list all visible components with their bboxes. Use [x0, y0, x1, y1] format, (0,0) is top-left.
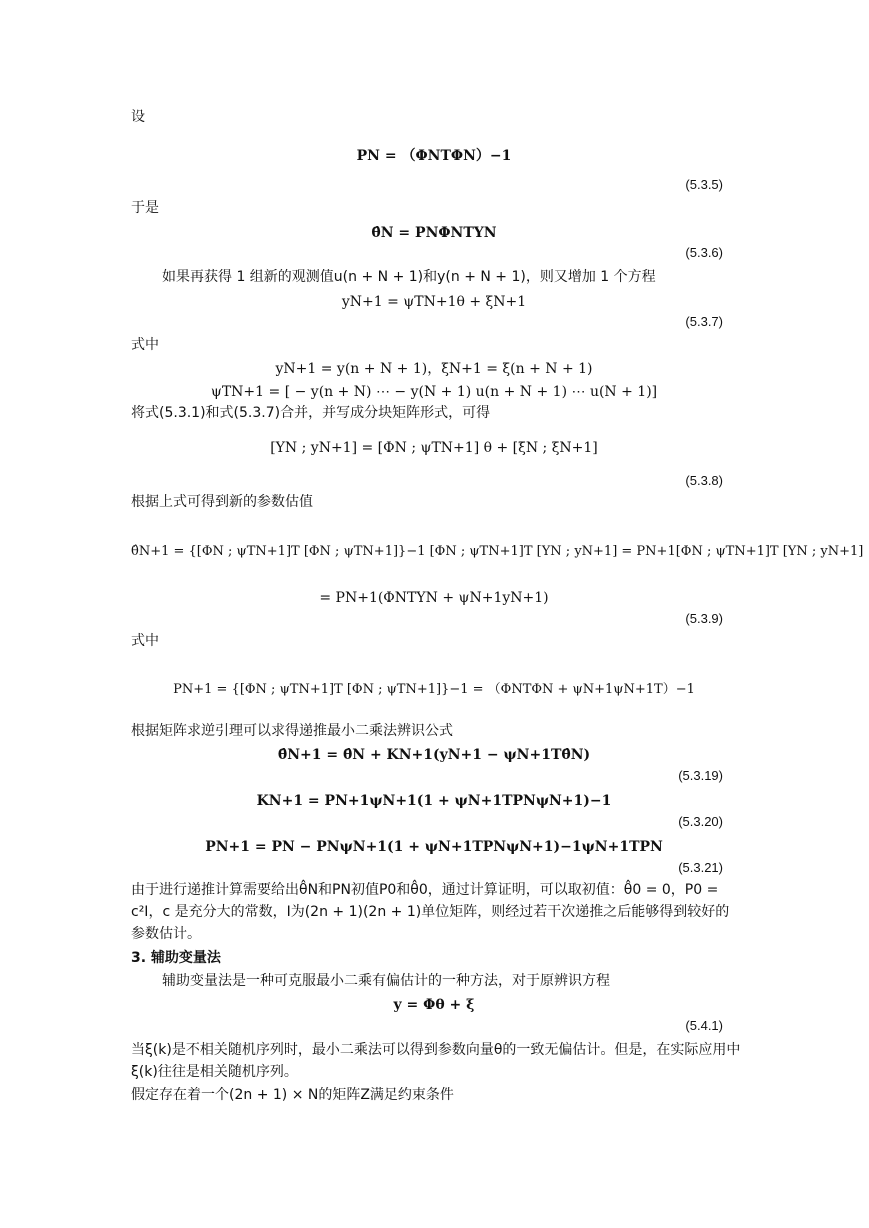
equation-number: (5.3.6)	[685, 245, 723, 260]
equation-5-3-9-continued: = PN+1(ΦNTYN + ψN+1yN+1)	[319, 590, 549, 606]
equation-number: (5.4.1)	[685, 1018, 723, 1033]
equation-number: (5.3.8)	[685, 473, 723, 488]
text-line: 根据上式可得到新的参数估值	[131, 494, 313, 510]
text-line: 式中	[131, 337, 159, 353]
text-line: 如果再获得 1 组新的观测值u(n + N + 1)和y(n + N + 1)，则又增加 1 个方程	[162, 269, 656, 285]
equation-number: (5.3.5)	[685, 177, 723, 192]
section-heading: 3. 辅助变量法	[131, 950, 221, 966]
paragraph: 由于进行递推计算需要给出θ̂N和PN初值P0和θ̂0，通过计算证明，可以取初值：θ̂0 = 0，P0 = c²I，c 是充分大的常数，I为(2n + 1)(2n + 1)单位矩阵，则经过若干次递推之后能够得到较好的参数估计。	[131, 882, 730, 942]
equation-number: (5.3.7)	[685, 314, 723, 329]
text-line: 将式(5.3.1)和式(5.3.7)合并，并写成分块矩阵形式，可得	[131, 405, 491, 421]
equation-5-3-20: KN+1 = PN+1ψN+1(1 + ψN+1TPNψN+1)−1	[256, 793, 612, 809]
equation-number: (5.3.9)	[685, 611, 723, 626]
equation-definition: ψTN+1 = [ − y(n + N) ⋯ − y(N + 1) u(n + N + 1) ⋯ u(N + 1)]	[210, 384, 658, 400]
text-line: 式中	[131, 633, 159, 649]
equation-number: (5.3.19)	[678, 768, 723, 783]
equation-p-update: PN+1 = {[ΦN ; ψTN+1]T [ΦN ; ψTN+1]}−1 = （ΦNTΦN + ψN+1ψN+1T）−1	[173, 682, 695, 697]
equation-definition: yN+1 = y(n + N + 1)，ξN+1 = ξ(n + N + 1)	[275, 361, 593, 377]
equation-5-4-1: y = Φθ + ξ	[393, 997, 475, 1013]
text-line: 假定存在着一个(2n + 1) × N的矩阵Z满足约束条件	[131, 1087, 454, 1103]
equation-5-3-19: θ̂N+1 = θ̂N + KN+1(yN+1 − ψN+1Tθ̂N)	[277, 747, 591, 763]
text-line: 辅助变量法是一种可克服最小二乘有偏估计的一种方法，对于原辨识方程	[162, 973, 610, 989]
equation-5-3-5: PN = （ΦNTΦN）−1	[356, 148, 512, 164]
equation-5-3-9: θ̂N+1 = {[ΦN ; ψTN+1]T [ΦN ; ψTN+1]}−1 [ΦN ; ψTN+1]T [YN ; yN+1] = PN+1[ΦN ; ψTN+1]T [YN ; yN+1]	[131, 544, 864, 559]
text-line: 设	[131, 109, 145, 125]
equation-number: (5.3.21)	[678, 860, 723, 875]
equation-number: (5.3.20)	[678, 814, 723, 829]
equation-5-3-6: θ̂N = PNΦNTYN	[371, 225, 497, 241]
text-line: 于是	[131, 200, 159, 216]
text-line: 根据矩阵求逆引理可以求得递推最小二乘法辨识公式	[131, 723, 453, 739]
paragraph: 当ξ(k)是不相关随机序列时，最小二乘法可以得到参数向量θ的一致无偏估计。但是，在实际应用中ξ(k)往往是相关随机序列。	[131, 1042, 741, 1080]
equation-5-3-8: [YN ; yN+1] = [ΦN ; ψTN+1] θ + [ξ̄N ; ξN+1]	[270, 440, 598, 456]
equation-5-3-21: PN+1 = PN − PNψN+1(1 + ψN+1TPNψN+1)−1ψN+1TPN	[205, 839, 663, 855]
equation-5-3-7: yN+1 = ψTN+1θ + ξN+1	[341, 294, 527, 310]
